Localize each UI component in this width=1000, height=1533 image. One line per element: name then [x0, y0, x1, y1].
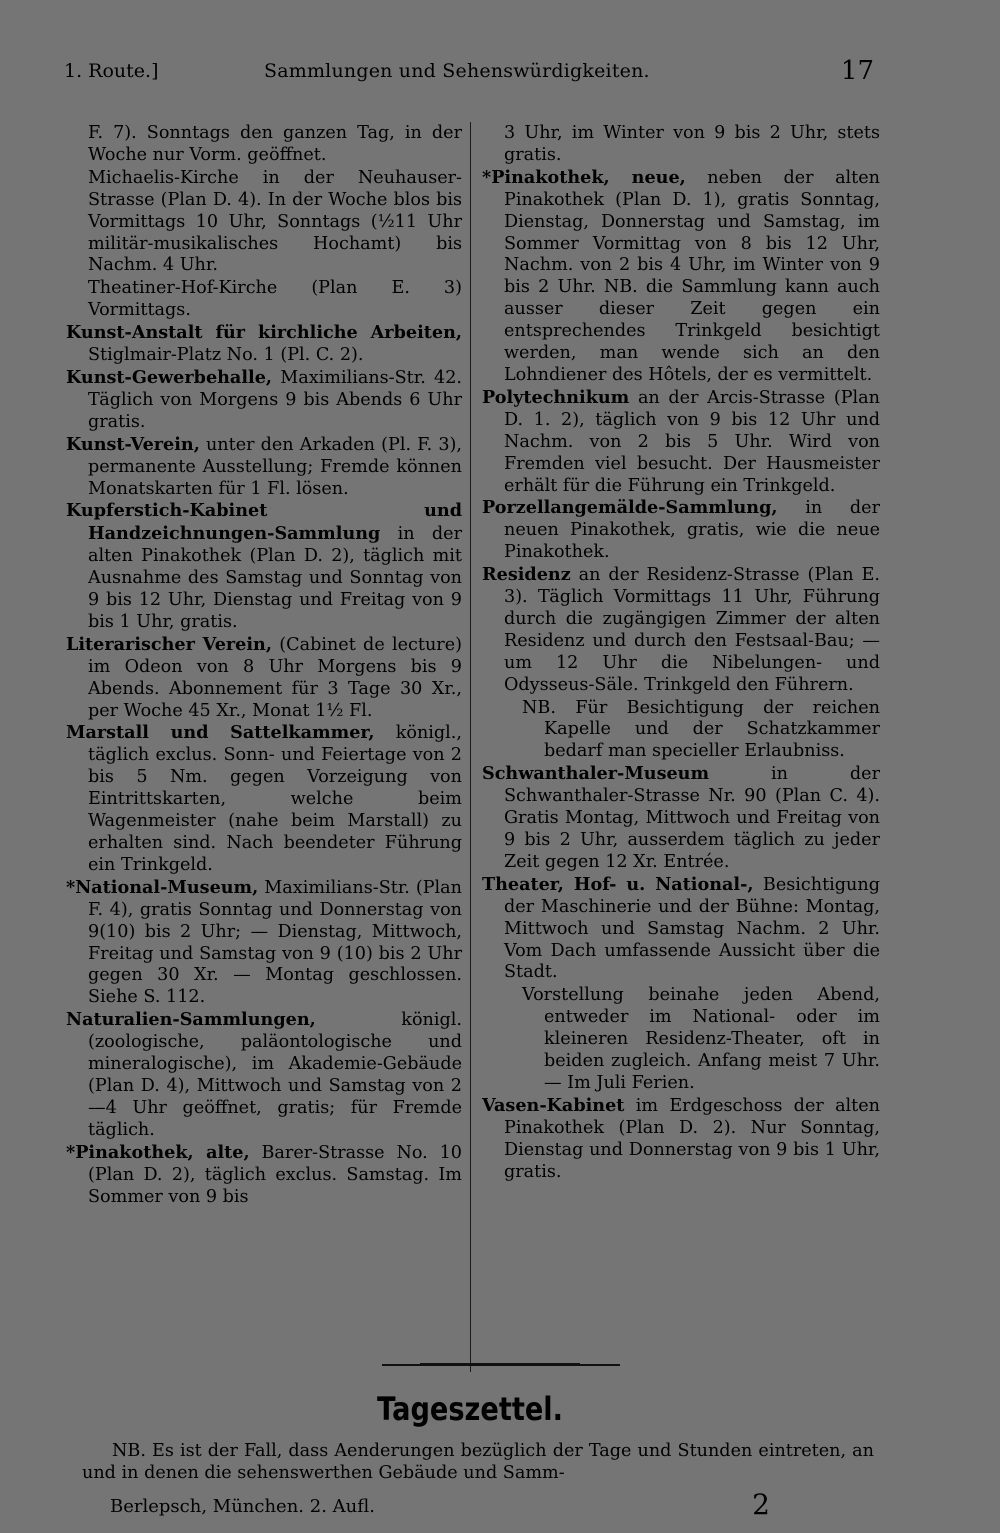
list-item: Schwanthaler-Museum in der Schwanthaler-Strasse Nr. 90 (Plan C. 4). Gratis Montag, Mittwoch und Freitag von 9 bis 2 Uhr, ausserdem täglich zu jeder Zeit gegen 12 Xr. Entrée.: [482, 763, 880, 872]
list-item: *Pinakothek, alte, Barer-Strasse No. 10 (Plan D. 2), täglich exclus. Samstag. Im Sommer von 9 bis: [66, 1141, 462, 1207]
list-item: *Pinakothek, neue, neben der alten Pinakothek (Plan D. 1), gratis Sonntag, Dienstag, Donnerstag und Samstag, im Sommer Vormittag von 8 bis 12 Uhr, Nachm. von 2 bis 4 Uhr, im Winter von 9 bis 2 Uhr. NB. die Sammlung kann auch ausser dieser Zeit gegen ein entsprechendes Trinkgeld besichtigt werden, man wende sich an den Lohndiener des Hôtels, der es vermittelt.: [482, 166, 880, 385]
footer: [110, 1488, 770, 1521]
list-item: NB. Für Besichtigung der reichen Kapelle und der Schatzkammer bedarf man specieller Erlaubniss.: [522, 697, 880, 762]
list-item: Kunst-Gewerbehalle, Maximilians-Str. 42. Täglich von Morgens 9 bis Abends 6 Uhr gratis.: [66, 366, 462, 432]
list-item: Theatiner-Hof-Kirche (Plan E. 3) Vormittags.: [88, 278, 462, 321]
list-item: Residenz an der Residenz-Strasse (Plan E. 3). Täglich Vormittags 11 Uhr, Führung durch die zugängigen Zimmer der alten Residenz und durch den Festsaal-Bau; — um 12 Uhr die Nibelungen- und Odysseus-Säle. Trinkgeld den Führern.: [482, 564, 880, 695]
left-column: [66, 122, 462, 1208]
list-item: Naturalien-Sammlungen, königl. (zoologische, paläontologische und mineralogische), im Akademie-Gebäude (Plan D. 4), Mittwoch und Samstag von 2—4 Uhr geöffnet, gratis; für Fremde täglich.: [66, 1009, 462, 1140]
list-item: Theater, Hof- u. National-, Besichtigung der Maschinerie und der Bühne: Montag, Mittwoch und Samstag Nachm. 2 Uhr. Vom Dach umfassende Aussicht über die Stadt.: [482, 873, 880, 983]
list-item: *National-Museum, Maximilians-Str. (Plan F. 4), gratis Sonntag und Donnerstag von 9(10) bis 2 Uhr; — Dienstag, Mittwoch, Freitag und Samstag von 9 (10) bis 2 Uhr gegen 30 Xr. — Montag geschlossen. Siehe S. 112.: [66, 876, 462, 1008]
column-divider: [470, 122, 471, 1372]
running-header: [64, 58, 874, 92]
signature-mark: 2: [752, 1488, 770, 1521]
section-paragraph: NB. Es ist der Fall, dass Aenderungen bezüglich der Tage und Stunden eintreten, an und in denen die sehenswerthen Gebäude und Samm-: [82, 1441, 874, 1483]
section-title: Tageszettel.: [377, 1390, 563, 1428]
list-item: Vasen-Kabinet im Erdgeschoss der alten Pinakothek (Plan D. 2). Nur Sonntag, Dienstag und Donnerstag von 9 bis 1 Uhr, gratis.: [482, 1094, 880, 1182]
list-item: Porzellangemälde-Sammlung, in der neuen Pinakothek, gratis, wie die neue Pinakothek.: [482, 497, 880, 563]
section-rule-thick: [420, 1363, 580, 1366]
running-title: Sammlungen und Sehenswürdigkeiten.: [264, 60, 650, 82]
section-text: [82, 1440, 874, 1484]
list-item: Marstall und Sattelkammer, königl., täglich exclus. Sonn- und Feiertage von 2 bis 5 Nm. gegen Vorzeigung von Eintrittskarten, welche beim Wagenmeister (nahe beim Marstall) zu erhalten sind. Nach beendeter Führung ein Trinkgeld.: [66, 722, 462, 875]
list-item: Michaelis-Kirche in der Neuhauser-Strasse (Plan D. 4). In der Woche blos bis Vormittags 10 Uhr, Sonntags (½11 Uhr militär-musikalisches Hochamt) bis Nachm. 4 Uhr.: [88, 167, 462, 276]
list-item: Kupferstich-Kabinet und Handzeichnungen-Sammlung in der alten Pinakothek (Plan D. 2), täglich mit Ausnahme des Samstag und Sonntag von 9 bis 12 Uhr, Dienstag und Freitag von 9 bis 1 Uhr, gratis.: [66, 500, 462, 632]
list-item: Polytechnikum an der Arcis-Strasse (Plan D. 1. 2), täglich von 9 bis 12 Uhr und Nachm. von 2 bis 5 Uhr. Wird von Fremden viel besucht. Der Hausmeister erhält für die Führung ein Trinkgeld.: [482, 386, 880, 496]
list-item: Kunst-Anstalt für kirchliche Arbeiten, Stiglmair-Platz No. 1 (Pl. C. 2).: [66, 322, 462, 366]
list-item: Literarischer Verein, (Cabinet de lecture) im Odeon von 8 Uhr Morgens bis 9 Abends. Abonnement für 3 Tage 30 Xr., per Woche 45 Xr., Monat 1½ Fl.: [66, 633, 462, 721]
imprint: Berlepsch, München. 2. Aufl.: [110, 1496, 375, 1517]
list-item: Kunst-Verein, unter den Arkaden (Pl. F. 3), permanente Ausstellung; Fremde können Monatskarten für 1 Fl. lösen.: [66, 433, 462, 499]
route-label: 1. Route.]: [64, 60, 159, 82]
list-item: Vorstellung beinahe jeden Abend, entweder im National- oder im kleineren Residenz-Theater, oft in beiden zugleich. Anfang meist 7 Uhr. — Im Juli Ferien.: [522, 985, 880, 1093]
list-item: F. 7). Sonntags den ganzen Tag, in der Woche nur Vorm. geöffnet.: [88, 123, 462, 165]
right-column: [482, 122, 880, 1184]
list-item: 3 Uhr, im Winter von 9 bis 2 Uhr, stets gratis.: [504, 123, 880, 165]
page-number: 17: [840, 56, 874, 86]
